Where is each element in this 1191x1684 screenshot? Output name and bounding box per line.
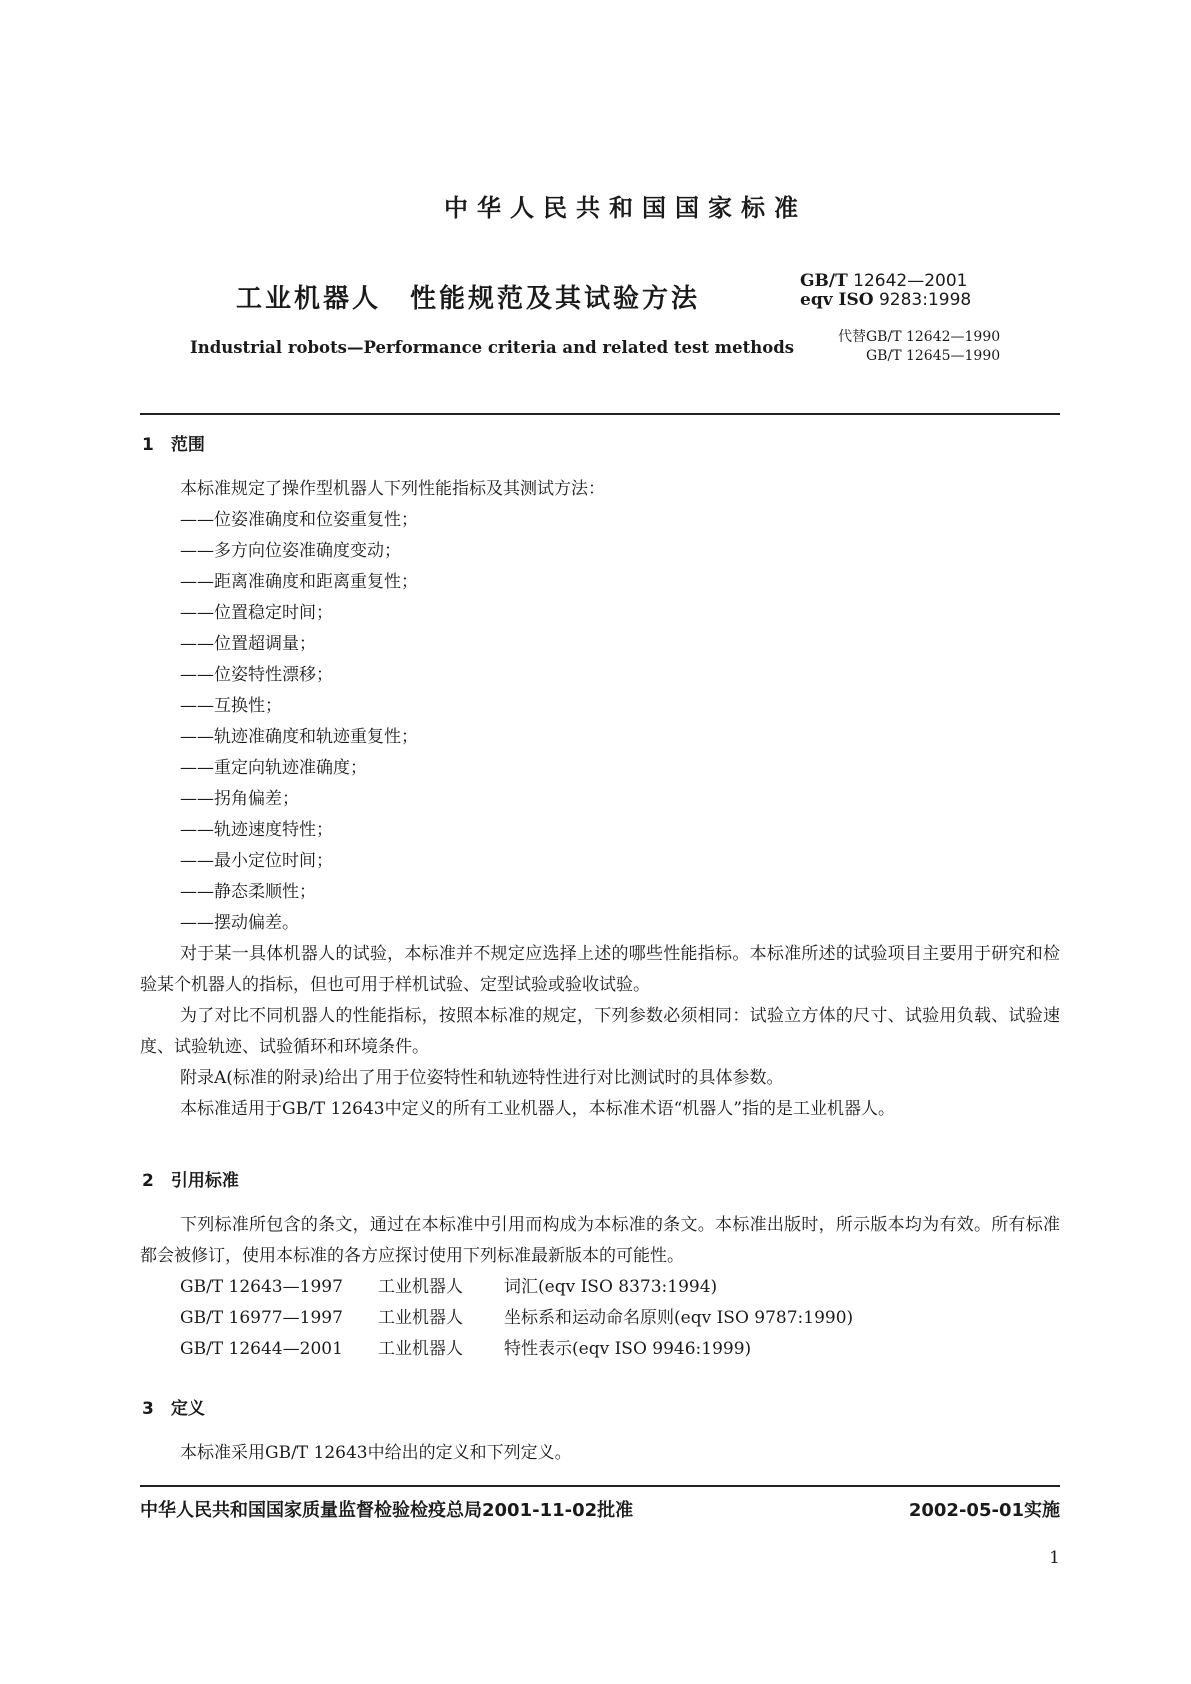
list-item: ——多方向位姿准确度变动；: [180, 541, 401, 561]
document-title-en: Industrial robots—Performance criteria and related test methods: [190, 338, 795, 357]
list-item: ——轨迹速度特性；: [180, 820, 333, 840]
scope-paragraph: 本标准适用于GB/T 12643中定义的所有工业机器人，本标准术语“机器人”指的是工业机器人。: [180, 1099, 896, 1119]
eqv-prefix: eqv ISO: [800, 290, 874, 310]
scope-paragraphs: [140, 939, 1060, 1125]
footer-divider: [140, 1485, 1060, 1487]
list-item: ——位置稳定时间；: [180, 603, 333, 623]
section-3-heading: 3 定义: [142, 1399, 205, 1419]
list-item: ——位姿特性漂移；: [180, 665, 333, 685]
list-item: ——拐角偏差；: [180, 789, 299, 809]
list-item: ——位置超调量；: [180, 634, 316, 654]
approval-line: 中华人民共和国国家质量监督检验检疫总局2001-11-02批准: [140, 1500, 634, 1521]
page-number: 1: [1049, 1548, 1060, 1568]
definitions-intro: [140, 1438, 1060, 1469]
standard-code-prefix: GB/T: [800, 271, 848, 291]
scope-intro-text: 本标准规定了操作型机器人下列性能指标及其测试方法：: [180, 479, 605, 499]
replaces-line-1: 代替GB/T 12642—1990: [838, 329, 1001, 345]
reference-code: GB/T 12643—1997: [180, 1277, 343, 1297]
standard-code-block: [800, 272, 971, 310]
reference-title: 词汇(eqv ISO 8373:1994): [504, 1277, 718, 1297]
reference-code: GB/T 16977—1997: [180, 1308, 343, 1328]
replaces-line-2: GB/T 12645—1990: [866, 348, 1001, 364]
reference-title: 坐标系和运动命名原则(eqv ISO 9787:1990): [504, 1308, 854, 1328]
reference-row: [180, 1303, 853, 1334]
reference-category: 工业机器人: [378, 1339, 463, 1359]
list-item: ——互换性；: [180, 696, 282, 716]
reference-category: 工业机器人: [378, 1277, 463, 1297]
eqv-number: 9283:1998: [878, 290, 972, 310]
reference-row: [180, 1272, 853, 1303]
reference-title: 特性表示(eqv ISO 9946:1999): [504, 1339, 752, 1359]
definitions-paragraph: 本标准采用GB/T 12643中给出的定义和下列定义。: [180, 1443, 572, 1463]
reference-row: [180, 1334, 853, 1365]
reference-category: 工业机器人: [378, 1308, 463, 1328]
list-item: ——位姿准确度和位姿重复性；: [180, 510, 418, 530]
list-item: ——重定向轨迹准确度；: [180, 758, 367, 778]
performance-criteria-list: [180, 505, 418, 939]
references-intro: [140, 1210, 1060, 1272]
equivalent-code: [800, 291, 971, 310]
list-item: ——静态柔顺性；: [180, 882, 316, 902]
scope-paragraph: 对于某一具体机器人的试验，本标准并不规定应选择上述的哪些性能指标。本标准所述的试验项目主要用于研究和检验某个机器人的指标，但也可用于样机试验、定型试验或验收试验。: [140, 944, 1060, 995]
replaces-block: [838, 328, 1000, 366]
implementation-date: 2002-05-01实施: [908, 1500, 1060, 1521]
section-2-heading: 2 引用标准: [142, 1171, 239, 1191]
list-item: ——摆动偏差。: [180, 913, 299, 933]
section-1-heading: 1 范围: [142, 435, 205, 455]
scope-intro: [140, 474, 1060, 505]
references-paragraph: 下列标准所包含的条文，通过在本标准中引用而构成为本标准的条文。本标准出版时，所示版本均为有效。所有标准都会被修订，使用本标准的各方应探讨使用下列标准最新版本的可能性。: [140, 1215, 1060, 1266]
national-standard-heading: 中华人民共和国国家标准: [444, 194, 807, 222]
list-item: ——轨迹准确度和轨迹重复性；: [180, 727, 418, 747]
document-title-cn: 工业机器人 性能规范及其试验方法: [236, 284, 701, 314]
references-list: [180, 1272, 853, 1365]
scope-paragraph: 为了对比不同机器人的性能指标，按照本标准的规定，下列参数必须相同：试验立方体的尺寸、试验用负载、试验速度、试验轨迹、试验循环和环境条件。: [140, 1006, 1060, 1057]
list-item: ——距离准确度和距离重复性；: [180, 572, 418, 592]
scope-paragraph: 附录A(标准的附录)给出了用于位姿特性和轨迹特性进行对比测试时的具体参数。: [180, 1068, 784, 1088]
header-divider: [140, 413, 1060, 415]
standard-code-number: 12642—2001: [853, 271, 968, 291]
reference-code: GB/T 12644—2001: [180, 1339, 343, 1359]
standard-code: [800, 272, 971, 291]
list-item: ——最小定位时间；: [180, 851, 333, 871]
